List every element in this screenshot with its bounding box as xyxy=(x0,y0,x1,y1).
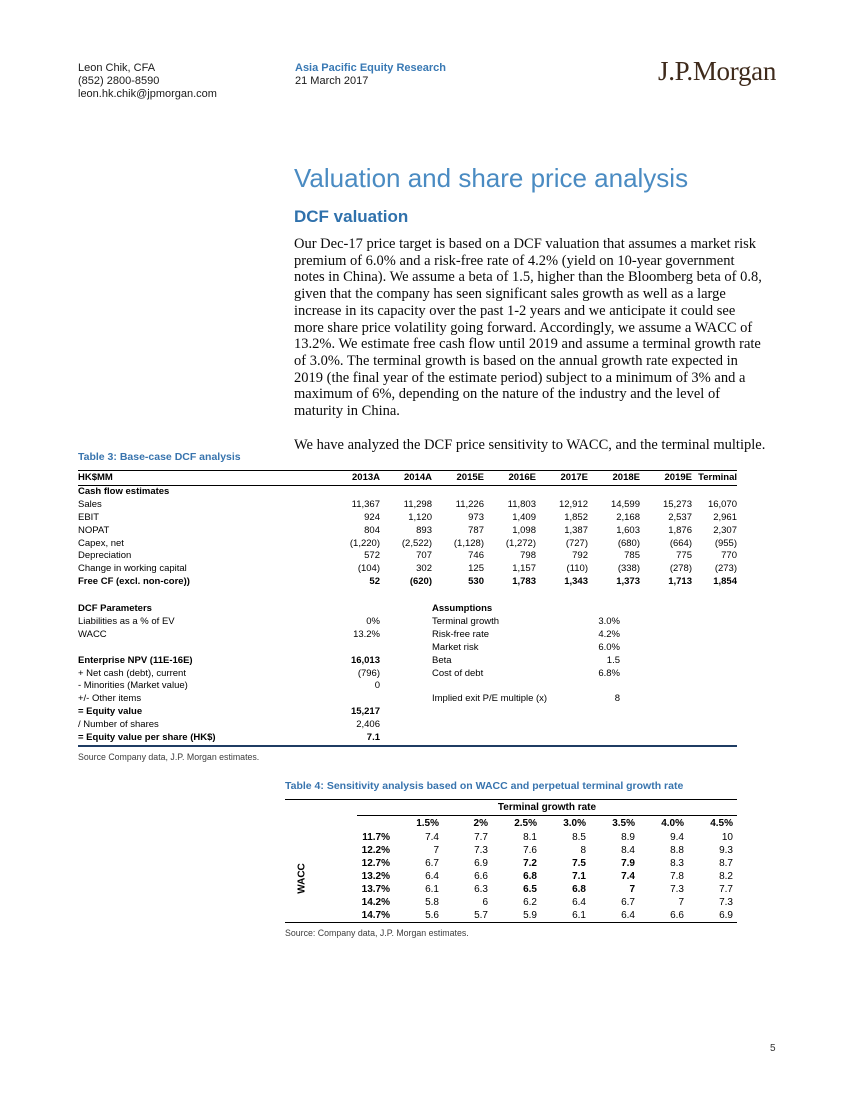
param-row xyxy=(78,655,737,668)
table4-caption: Table 4: Sensitivity analysis based on WACC and perpetual terminal growth rate xyxy=(285,780,684,792)
cell: 7.3 xyxy=(474,845,488,856)
param-value xyxy=(328,693,380,706)
table-row xyxy=(285,831,737,844)
wacc-row-label: 13.2% xyxy=(361,871,390,882)
cell: 5.9 xyxy=(523,910,537,921)
cell: 5.7 xyxy=(474,910,488,921)
cell: 6.4 xyxy=(621,910,635,921)
param-label: - Minorities (Market value) xyxy=(78,680,188,692)
cell: 6.9 xyxy=(474,858,488,869)
spacer xyxy=(285,844,307,857)
assumption-label xyxy=(432,719,536,732)
table3-caption: Table 3: Base-case DCF analysis xyxy=(78,451,241,463)
cell: 14,599 xyxy=(610,498,640,510)
cell: 7.4 xyxy=(425,832,439,843)
cell: (955) xyxy=(714,537,737,549)
table-row xyxy=(285,844,737,857)
cell: 8.4 xyxy=(621,845,635,856)
spacer xyxy=(380,603,432,616)
assumption-value xyxy=(536,719,640,732)
assumption-label: Beta xyxy=(432,654,452,666)
spacer xyxy=(380,706,432,719)
cell: 6 xyxy=(482,897,488,908)
cell: 11,367 xyxy=(351,498,380,510)
param-row xyxy=(78,732,737,745)
table4-row-group-header: WACC xyxy=(296,863,308,894)
cell: 6.8 xyxy=(523,871,537,882)
cell: 8.2 xyxy=(719,871,733,882)
cell: 11,803 xyxy=(507,498,536,510)
cell: 530 xyxy=(468,576,484,588)
assumption-value xyxy=(536,732,640,745)
cell: (273) xyxy=(714,563,737,575)
cell: 7.5 xyxy=(572,858,586,869)
cell: 2,307 xyxy=(713,524,737,536)
param-value: 0% xyxy=(366,616,380,628)
section-heading: DCF valuation xyxy=(294,207,409,226)
assumption-label xyxy=(432,706,536,719)
assumption-value: 4.2% xyxy=(598,628,620,640)
table-row xyxy=(285,896,737,909)
assumption-value xyxy=(536,680,640,693)
table4-col-group-header: Terminal growth rate xyxy=(357,800,737,816)
column-header: 1.5% xyxy=(416,818,439,829)
main-column xyxy=(294,163,768,470)
cell: 125 xyxy=(468,563,484,575)
assumption-value: 1.5 xyxy=(606,654,620,666)
table4-grid xyxy=(285,799,737,923)
assumption-label: Assumptions xyxy=(432,603,493,615)
cell: 1,373 xyxy=(616,576,640,588)
cell: 785 xyxy=(624,550,640,562)
cell: 1,603 xyxy=(616,524,640,536)
param-label: Enterprise NPV (11E-16E) xyxy=(78,654,193,666)
table-row xyxy=(78,550,737,563)
cell: 707 xyxy=(416,550,432,562)
cell: 9.4 xyxy=(670,832,684,843)
param-value xyxy=(328,603,380,616)
cell: 7 xyxy=(433,845,439,856)
cell: 8.1 xyxy=(523,832,537,843)
cell: 924 xyxy=(364,511,380,523)
spacer xyxy=(380,719,432,732)
analyst-email: leon.hk.chik@jpmorgan.com xyxy=(78,88,217,100)
table-row xyxy=(78,563,737,576)
cell: 893 xyxy=(416,524,432,536)
cell: 7.3 xyxy=(719,897,733,908)
param-label: WACC xyxy=(78,628,107,640)
spacer xyxy=(380,732,432,745)
table3-section-header: Cash flow estimates xyxy=(78,486,170,497)
table3-dcf-analysis xyxy=(78,451,737,762)
table4-body xyxy=(285,831,737,922)
table3-params xyxy=(78,603,737,747)
row-label: EBIT xyxy=(78,511,100,523)
spacer xyxy=(380,642,432,655)
cell: 572 xyxy=(364,550,380,562)
cell: 8.7 xyxy=(719,858,733,869)
cell: 8.3 xyxy=(670,858,684,869)
row-label: Sales xyxy=(78,498,102,510)
cell: 6.7 xyxy=(621,897,635,908)
param-label: DCF Parameters xyxy=(78,603,152,615)
cell: 7.3 xyxy=(670,884,684,895)
cell: 15,273 xyxy=(662,498,692,510)
param-label: + Net cash (debt), current xyxy=(78,667,186,679)
cell: 6.4 xyxy=(572,897,586,908)
column-header: 2017E xyxy=(560,472,588,483)
cell: (727) xyxy=(565,537,588,549)
division-label: Asia Pacific Equity Research xyxy=(295,62,447,74)
param-value xyxy=(328,642,380,655)
table-row xyxy=(285,857,737,870)
cell: 1,854 xyxy=(713,576,737,588)
cell: 11,226 xyxy=(455,498,484,510)
column-header: 2019E xyxy=(664,472,692,483)
cell: 7.1 xyxy=(572,871,586,882)
spacer xyxy=(380,655,432,668)
row-label: Capex, net xyxy=(78,537,124,549)
param-value: 15,217 xyxy=(350,706,380,718)
param-row xyxy=(78,719,737,732)
cell: 10 xyxy=(721,832,733,843)
table3-section-row xyxy=(78,486,737,499)
cell: 52 xyxy=(369,576,380,588)
cell: (104) xyxy=(357,563,380,575)
cell: 2,537 xyxy=(668,511,692,523)
table-row xyxy=(78,576,737,589)
column-header: 2.5% xyxy=(514,818,537,829)
table3-unit-header: HK$MM xyxy=(78,472,113,483)
column-header: Terminal xyxy=(698,472,737,483)
cell: 8.5 xyxy=(572,832,586,843)
cell: 6.2 xyxy=(523,897,537,908)
cell: 1,387 xyxy=(564,524,588,536)
table-row xyxy=(78,512,737,525)
table-row xyxy=(78,538,737,551)
spacer xyxy=(285,896,307,909)
page-title: Valuation and share price analysis xyxy=(294,163,689,193)
report-meta-block xyxy=(295,62,446,88)
param-row xyxy=(78,706,737,719)
column-header: 3.5% xyxy=(612,818,635,829)
cell: 2,168 xyxy=(616,511,640,523)
assumption-label: Implied exit P/E multiple (x) xyxy=(432,693,548,705)
wacc-row-label: 11.7% xyxy=(362,832,390,843)
param-value: 2,406 xyxy=(356,719,380,731)
row-label: Depreciation xyxy=(78,550,132,562)
column-header: 2014A xyxy=(404,472,432,483)
cell: 804 xyxy=(364,524,380,536)
column-header: 4.0% xyxy=(661,818,684,829)
cell: 6.8 xyxy=(572,884,586,895)
cell: 5.6 xyxy=(425,910,439,921)
body-paragraph-1: Our Dec-17 price target is based on a DCF valuation that assumes a market risk premium of 6.0% and a risk-free rate of 4.2% (yield on 10-year government notes in China). We assume a beta of 1.5, higher than the Bloomberg beta of 0.8, given that the company has seen significant sales growth as well as a large increase in its capacity over the past 1-2 years and we anticipate it could see more share price volatility going forward. Accordingly, we assume a WACC of 13.2%. We estimate free cash flow until 2019 and assume a terminal growth rate of 3.0%. The terminal growth is based on the annual growth rate expected in 2019 (the final year of the estimate period) subject to a minimum of 3% and a maximum of 6%, depending on the nature of the industry and the level of maturity in China. xyxy=(294,236,762,420)
param-value: 0 xyxy=(374,680,380,692)
cell: 2,961 xyxy=(713,511,737,523)
cell: (1,128) xyxy=(453,537,484,549)
cell: 302 xyxy=(416,563,432,575)
cell: (110) xyxy=(566,563,588,575)
table3-body xyxy=(78,499,737,589)
cell: 12,912 xyxy=(558,498,588,510)
cell: 9.3 xyxy=(719,845,733,856)
spacer xyxy=(380,693,432,706)
page-number: 5 xyxy=(770,1043,776,1054)
cell: 7.7 xyxy=(474,832,488,843)
param-value: (796) xyxy=(357,667,380,679)
cell: 7 xyxy=(629,884,635,895)
cell: 792 xyxy=(572,550,588,562)
wacc-row-label: 14.2% xyxy=(361,897,390,908)
cell: 973 xyxy=(468,511,484,523)
column-header: 2% xyxy=(473,818,488,829)
cell: 7.4 xyxy=(621,871,635,882)
table-row xyxy=(285,909,737,922)
assumption-label: Risk-free rate xyxy=(432,628,490,640)
assumption-value xyxy=(536,603,640,616)
cell: 1,157 xyxy=(512,563,536,575)
table-row xyxy=(78,525,737,538)
table-row xyxy=(285,883,737,896)
cell: 6.5 xyxy=(523,884,537,895)
cell: 1,098 xyxy=(512,524,536,536)
cell: 16,070 xyxy=(707,498,737,510)
cell: 1,409 xyxy=(512,511,536,523)
table-row xyxy=(285,870,737,883)
table3-header-row xyxy=(78,471,737,486)
column-header: 2013A xyxy=(352,472,380,483)
cell: 8 xyxy=(580,845,586,856)
cell: 6.3 xyxy=(474,884,488,895)
column-header: 2015E xyxy=(456,472,484,483)
row-label: NOPAT xyxy=(78,524,110,536)
cell: (338) xyxy=(617,563,640,575)
cell: 11,298 xyxy=(403,498,432,510)
cell: 1,120 xyxy=(408,511,432,523)
cell: 6.6 xyxy=(670,910,684,921)
cell: 1,852 xyxy=(564,511,588,523)
param-label: / Number of shares xyxy=(78,719,159,731)
wacc-row-label: 12.7% xyxy=(361,858,390,869)
cell: 7 xyxy=(678,897,684,908)
spacer xyxy=(285,831,307,844)
column-header: 2018E xyxy=(612,472,640,483)
cell: 1,783 xyxy=(512,576,536,588)
assumption-value: 6.0% xyxy=(598,641,620,653)
table3-source-note: Source Company data, J.P. Morgan estimates. xyxy=(78,751,260,762)
assumption-label: Cost of debt xyxy=(432,667,484,679)
cell: (278) xyxy=(669,563,692,575)
row-label: Change in working capital xyxy=(78,563,187,575)
spacer xyxy=(285,909,307,922)
cell: 787 xyxy=(468,524,484,536)
cell: 6.7 xyxy=(425,858,439,869)
table4-sensitivity xyxy=(285,780,737,938)
cell: 775 xyxy=(676,550,692,562)
cell: 5.8 xyxy=(425,897,439,908)
cell: (680) xyxy=(617,537,640,549)
assumption-label xyxy=(432,732,536,745)
assumption-value: 8 xyxy=(614,693,620,705)
param-row xyxy=(78,668,737,681)
report-date: 21 March 2017 xyxy=(295,75,369,87)
spacer xyxy=(380,616,432,629)
cell: 1,343 xyxy=(564,576,588,588)
assumption-value: 3.0% xyxy=(598,616,620,628)
wacc-row-label: 13.7% xyxy=(361,884,390,895)
cell: 6.1 xyxy=(425,884,439,895)
table4-source-note: Source: Company data, J.P. Morgan estimates. xyxy=(285,928,469,938)
cell: (1,220) xyxy=(349,537,380,549)
param-label: Liabilities as a % of EV xyxy=(78,616,175,628)
assumption-label: Terminal growth xyxy=(432,616,500,628)
param-value: 13.2% xyxy=(353,628,380,640)
param-row xyxy=(78,642,737,655)
param-value: 16,013 xyxy=(350,654,380,666)
param-value: 7.1 xyxy=(366,732,380,744)
cell: 8.9 xyxy=(621,832,635,843)
cell: 7.8 xyxy=(670,871,684,882)
param-row xyxy=(78,629,737,642)
cell: 8.8 xyxy=(670,845,684,856)
spacer xyxy=(380,668,432,681)
cell: (664) xyxy=(669,537,692,549)
assumption-value: 6.8% xyxy=(598,667,620,679)
assumption-value xyxy=(536,706,640,719)
param-row xyxy=(78,680,737,693)
analyst-block xyxy=(78,62,217,101)
cell: 1,876 xyxy=(668,524,692,536)
wacc-row-label: 12.2% xyxy=(361,845,390,856)
spacer xyxy=(380,629,432,642)
column-header: 4.5% xyxy=(710,818,733,829)
cell: (620) xyxy=(409,576,432,588)
cell: 798 xyxy=(520,550,536,562)
cell: 6.4 xyxy=(425,871,439,882)
cell: 1,713 xyxy=(668,576,692,588)
param-row xyxy=(78,603,737,616)
cell: (1,272) xyxy=(505,537,536,549)
param-row xyxy=(78,693,737,706)
param-label: = Equity value per share (HK$) xyxy=(78,732,216,744)
table3-spacer xyxy=(78,589,737,603)
cell: 746 xyxy=(468,550,484,562)
jpmorgan-logo: J.P.Morgan xyxy=(658,56,777,86)
assumption-label xyxy=(432,680,536,693)
cell: 770 xyxy=(721,550,737,562)
wacc-row-label: 14.7% xyxy=(361,910,390,921)
cell: (2,522) xyxy=(401,537,432,549)
row-label: Free CF (excl. non-core)) xyxy=(78,576,190,588)
param-label xyxy=(78,642,328,655)
param-label: = Equity value xyxy=(78,706,143,718)
analyst-name: Leon Chik, CFA xyxy=(78,62,156,74)
cell: 7.6 xyxy=(523,845,537,856)
body-paragraph-2: We have analyzed the DCF price sensitivity to WACC, and the terminal multiple. xyxy=(294,436,766,453)
cell: 6.6 xyxy=(474,871,488,882)
cell: 7.7 xyxy=(719,884,733,895)
cell: 6.9 xyxy=(719,910,733,921)
spacer xyxy=(380,680,432,693)
param-label: +/- Other items xyxy=(78,693,142,705)
column-header: 2016E xyxy=(508,472,536,483)
table3-grid xyxy=(78,470,737,747)
param-row xyxy=(78,616,737,629)
table4-column-header-row xyxy=(285,816,737,831)
assumption-label: Market risk xyxy=(432,641,479,653)
cell: 6.1 xyxy=(572,910,586,921)
cell: 7.9 xyxy=(621,858,635,869)
cell: 7.2 xyxy=(523,858,537,869)
analyst-phone: (852) 2800-8590 xyxy=(78,75,160,87)
table-row xyxy=(78,499,737,512)
column-header: 3.0% xyxy=(563,818,586,829)
